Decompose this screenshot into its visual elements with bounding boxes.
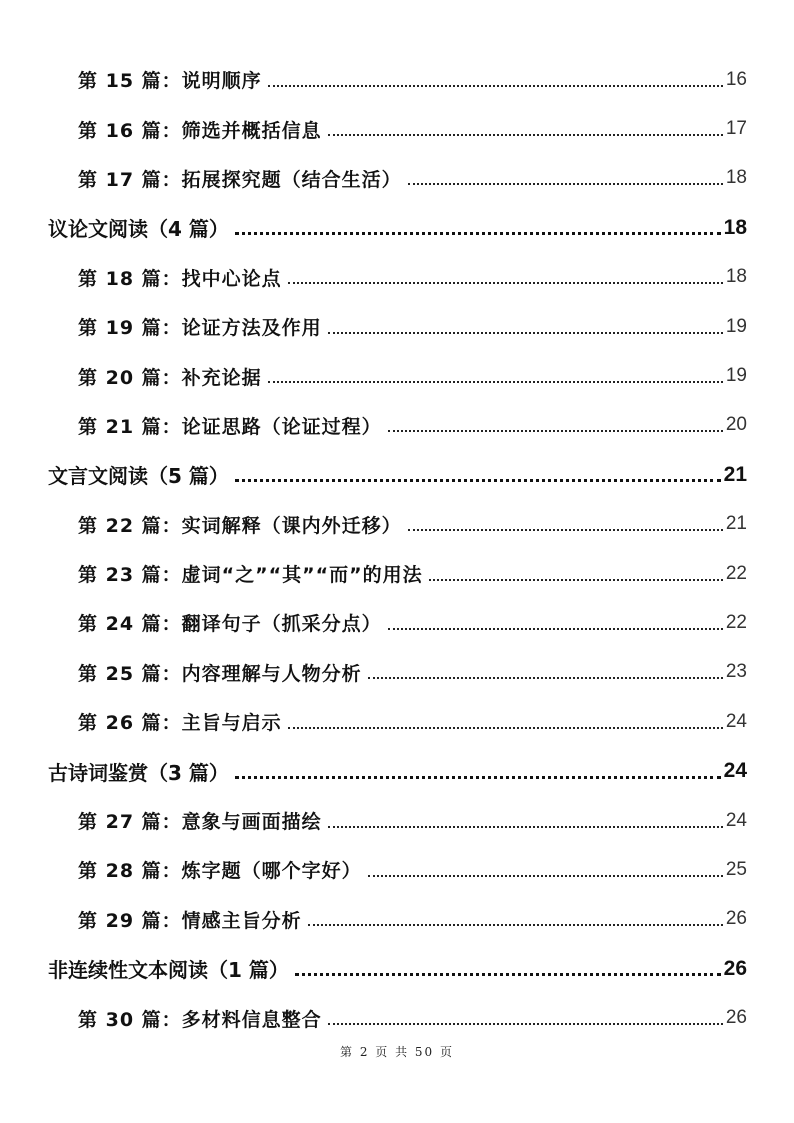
toc-entry[interactable] <box>0 351 794 400</box>
dot-leader <box>368 677 723 679</box>
toc-page-number: 26 <box>725 1007 747 1029</box>
toc-page-number: 19 <box>725 365 747 387</box>
dot-leader <box>295 973 721 976</box>
toc-entry-label: 第 21 篇：论证思路（论证过程） <box>78 415 382 438</box>
dot-leader <box>308 924 723 926</box>
toc-entry-label: 第 20 篇：补充论据 <box>78 366 262 389</box>
toc-page-number: 17 <box>725 118 747 140</box>
toc-entry-label: 第 22 篇：实词解释（课内外迁移） <box>78 514 402 537</box>
toc-entry-label: 第 28 篇：炼字题（哪个字好） <box>78 860 362 883</box>
dot-leader <box>388 430 723 432</box>
toc-entry-label: 第 27 篇：意象与画面描绘 <box>78 811 322 834</box>
toc-page-number: 19 <box>725 315 747 337</box>
toc-page-number: 18 <box>725 266 747 288</box>
dot-leader <box>328 826 723 828</box>
toc-entry[interactable] <box>0 895 794 944</box>
toc-section-heading[interactable] <box>0 450 794 499</box>
toc-page-number: 24 <box>723 759 747 783</box>
dot-leader <box>268 381 723 383</box>
toc-section-label: 文言文阅读（5 篇） <box>48 464 229 489</box>
toc-page-number: 26 <box>723 956 747 980</box>
dot-leader <box>235 232 721 235</box>
toc-entry[interactable] <box>0 55 794 104</box>
toc-entry[interactable] <box>0 697 794 746</box>
toc-page-number: 22 <box>725 611 747 633</box>
dot-leader <box>268 85 723 87</box>
toc-section-heading[interactable] <box>0 944 794 993</box>
table-of-contents <box>0 55 794 1043</box>
toc-entry[interactable] <box>0 993 794 1042</box>
toc-entry-label: 第 23 篇：虚词“之”“其”“而”的用法 <box>78 564 423 587</box>
dot-leader <box>408 529 723 531</box>
dot-leader <box>235 776 721 779</box>
dot-leader <box>388 628 723 630</box>
toc-section-label: 非连续性文本阅读（1 篇） <box>48 958 289 983</box>
toc-page-number: 24 <box>725 710 747 732</box>
page-footer: 第 2 页 共 50 页 <box>340 1045 454 1059</box>
dot-leader <box>368 875 723 877</box>
toc-page-number: 18 <box>723 215 747 239</box>
dot-leader <box>328 332 723 334</box>
toc-entry-label: 第 29 篇：情感主旨分析 <box>78 909 302 932</box>
toc-entry[interactable] <box>0 648 794 697</box>
toc-entry-label: 第 18 篇：找中心论点 <box>78 267 282 290</box>
toc-section-label: 议论文阅读（4 篇） <box>48 217 229 242</box>
toc-entry[interactable] <box>0 845 794 894</box>
toc-entry-label: 第 15 篇：说明顺序 <box>78 70 262 93</box>
dot-leader <box>288 282 723 284</box>
toc-entry-label: 第 24 篇：翻译句子（抓采分点） <box>78 613 382 636</box>
dot-leader <box>328 1023 723 1025</box>
toc-section-heading[interactable] <box>0 746 794 795</box>
toc-entry[interactable] <box>0 549 794 598</box>
toc-entry[interactable] <box>0 401 794 450</box>
dot-leader <box>429 579 723 581</box>
toc-entry[interactable] <box>0 598 794 647</box>
toc-page-number: 25 <box>725 858 747 880</box>
toc-page-number: 18 <box>725 167 747 189</box>
toc-page-number: 21 <box>723 462 747 486</box>
toc-entry[interactable] <box>0 154 794 203</box>
dot-leader <box>328 134 723 136</box>
toc-page-number: 16 <box>725 68 747 90</box>
toc-entry[interactable] <box>0 104 794 153</box>
toc-entry[interactable] <box>0 500 794 549</box>
dot-leader <box>408 183 723 185</box>
toc-page-number: 20 <box>725 414 747 436</box>
toc-page-number: 24 <box>725 809 747 831</box>
toc-entry-label: 第 26 篇：主旨与启示 <box>78 712 282 735</box>
dot-leader <box>288 727 723 729</box>
toc-entry-label: 第 19 篇：论证方法及作用 <box>78 317 322 340</box>
toc-page-number: 23 <box>725 661 747 683</box>
toc-entry-label: 第 16 篇：筛选并概括信息 <box>78 119 322 142</box>
toc-page-number: 21 <box>725 513 747 535</box>
toc-section-heading[interactable] <box>0 203 794 252</box>
dot-leader <box>235 479 721 482</box>
toc-page-number: 22 <box>725 562 747 584</box>
toc-entry-label: 第 17 篇：拓展探究题（结合生活） <box>78 168 402 191</box>
toc-entry[interactable] <box>0 253 794 302</box>
toc-page-number: 26 <box>725 908 747 930</box>
toc-section-label: 古诗词鉴赏（3 篇） <box>48 760 229 785</box>
toc-entry-label: 第 30 篇：多材料信息整合 <box>78 1008 322 1031</box>
toc-entry[interactable] <box>0 796 794 845</box>
toc-entry[interactable] <box>0 302 794 351</box>
toc-entry-label: 第 25 篇：内容理解与人物分析 <box>78 662 362 685</box>
